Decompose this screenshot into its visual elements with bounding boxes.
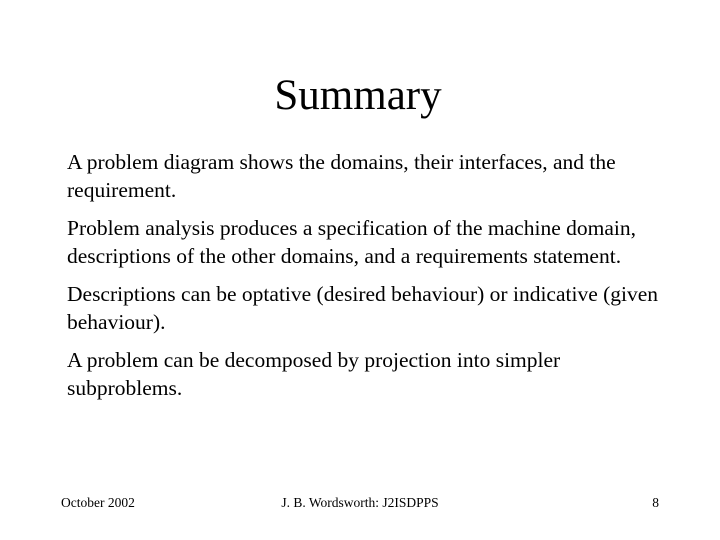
footer-page-number: 8 — [652, 495, 659, 510]
footer-author: J. B. Wordsworth: J2ISDPPS — [281, 495, 439, 510]
bullet-item: A problem diagram shows the domains, their interfaces, and the requirement. — [67, 150, 616, 202]
footer-date: October 2002 — [61, 495, 135, 510]
bullet-list — [67, 148, 677, 412]
bullet-item: A problem can be decomposed by projection into simpler subproblems. — [67, 348, 561, 400]
bullet-item: Problem analysis produces a specification of the machine domain, descriptions of the other domains, and a requirements statement. — [67, 216, 636, 268]
bullet-item: Descriptions can be optative (desired behaviour) or indicative (given behaviour). — [67, 282, 659, 334]
slide-title: Summary — [274, 72, 442, 119]
